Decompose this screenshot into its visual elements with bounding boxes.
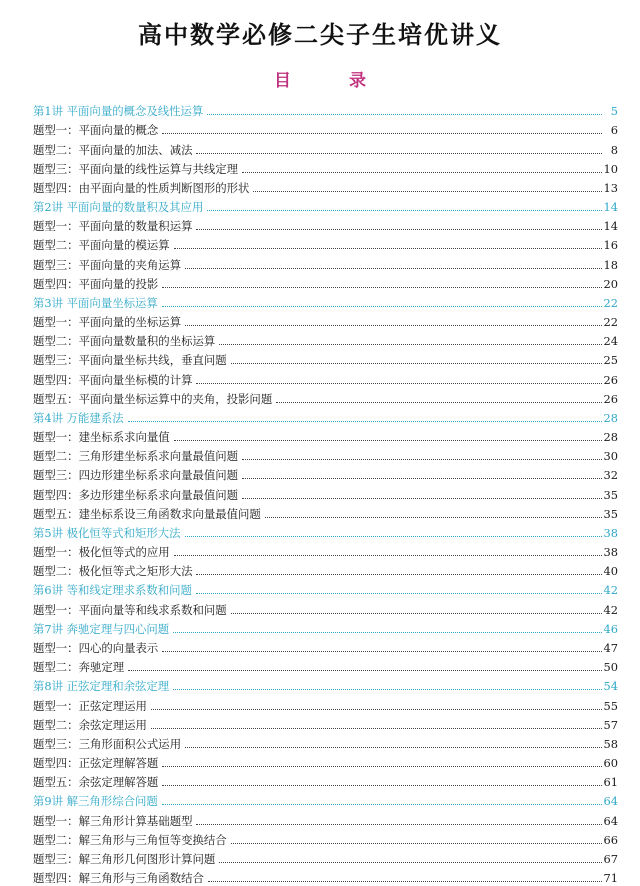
toc-topic-row[interactable] (33, 636, 618, 655)
page-number: 24 (603, 334, 618, 349)
topic-title: 题型四：平面向量坐标模的计算 (33, 372, 193, 387)
topic-title: 题型五：余弦定理解答题 (33, 775, 159, 790)
dot-leader (196, 153, 602, 154)
page-number: 13 (603, 180, 618, 195)
toc-topic-row[interactable] (33, 482, 618, 501)
toc-topic-row[interactable] (33, 559, 618, 578)
toc-topic-row[interactable] (33, 866, 618, 885)
toc-topic-row[interactable] (33, 233, 618, 252)
page-number: 35 (603, 506, 618, 521)
toc-chapter-row[interactable] (33, 99, 618, 118)
page-number: 38 (603, 525, 618, 540)
page-number: 54 (603, 679, 618, 694)
dot-leader (128, 670, 601, 671)
dot-leader (196, 824, 601, 825)
toc-topic-row[interactable] (33, 252, 618, 271)
page-number: 5 (610, 104, 618, 119)
page-number: 35 (603, 487, 618, 502)
toc-topic-row[interactable] (33, 597, 618, 616)
dot-leader (196, 574, 601, 575)
topic-title: 题型四：多边形建坐标系求向量最值问题 (33, 487, 239, 502)
dot-leader (196, 229, 601, 230)
topic-title: 题型一：解三角形计算基础题型 (33, 813, 193, 828)
dot-leader (242, 172, 601, 173)
page-number: 61 (603, 775, 618, 790)
topic-title: 题型一：建坐标系求向量值 (33, 430, 170, 445)
page-number: 14 (603, 219, 618, 234)
page-number: 64 (603, 794, 618, 809)
topic-title: 题型二：极化恒等式之矩形大法 (33, 564, 193, 579)
page-number: 67 (603, 851, 618, 866)
chapter-title: 第9讲 解三角形综合问题 (33, 794, 158, 809)
dot-leader (219, 344, 601, 345)
dot-leader (151, 709, 602, 710)
dot-leader (174, 248, 602, 249)
topic-title: 题型二：平面向量数量积的坐标运算 (33, 334, 216, 349)
dot-leader (265, 517, 602, 518)
page-number: 22 (603, 295, 618, 310)
page-number: 46 (603, 621, 618, 636)
toc-topic-row[interactable] (33, 828, 618, 847)
dot-leader (173, 689, 601, 690)
toc-topic-row[interactable] (33, 367, 618, 386)
topic-title: 题型一：平面向量的数量积运算 (33, 219, 193, 234)
page-number: 28 (603, 410, 618, 425)
dot-leader (128, 421, 602, 422)
page-number: 14 (603, 200, 618, 215)
toc-topic-row[interactable] (33, 808, 618, 827)
page-number: 32 (603, 468, 618, 483)
toc-chapter-row[interactable] (33, 578, 618, 597)
page-number: 8 (610, 142, 618, 157)
topic-title: 题型四：平面向量的投影 (33, 276, 159, 291)
page-number: 38 (603, 545, 618, 560)
dot-leader (276, 402, 601, 403)
topic-title: 题型二：解三角形与三角恒等变换结合 (33, 832, 227, 847)
topic-title: 题型一：极化恒等式的应用 (33, 545, 170, 560)
dot-leader (231, 613, 602, 614)
toc-topic-row[interactable] (33, 137, 618, 156)
chapter-title: 第8讲 正弦定理和余弦定理 (33, 679, 170, 694)
chapter-title: 第4讲 万能建系法 (33, 410, 124, 425)
dot-leader (185, 325, 601, 326)
toc-chapter-row[interactable] (33, 789, 618, 808)
topic-title: 题型五：平面向量坐标运算中的夹角，投影问题 (33, 391, 273, 406)
page-number: 42 (603, 602, 618, 617)
topic-title: 题型三：平面向量的夹角运算 (33, 257, 182, 272)
dot-leader (162, 651, 601, 652)
page-number: 25 (603, 353, 618, 368)
toc-topic-row[interactable] (33, 387, 618, 406)
document-title: 高中数学必修二尖子生培优讲义 (138, 20, 502, 49)
page-number: 18 (603, 257, 618, 272)
dot-leader (174, 555, 602, 556)
dot-leader (207, 210, 601, 211)
table-of-contents (33, 99, 618, 885)
page-number: 42 (603, 583, 618, 598)
toc-topic-row[interactable] (33, 348, 618, 367)
toc-topic-row[interactable] (33, 713, 618, 732)
page-number: 71 (603, 871, 618, 886)
topic-title: 题型一：平面向量的概念 (33, 123, 159, 138)
dot-leader (162, 766, 601, 767)
page-number: 47 (603, 640, 618, 655)
toc-topic-row[interactable] (33, 502, 618, 521)
dot-leader (242, 498, 601, 499)
dot-leader (242, 478, 601, 479)
page-number: 60 (603, 756, 618, 771)
toc-topic-row[interactable] (33, 847, 618, 866)
topic-title: 题型三：平面向量坐标共线，垂直问题 (33, 353, 227, 368)
dot-leader (196, 383, 601, 384)
page-number: 40 (603, 564, 618, 579)
dot-leader (253, 191, 601, 192)
toc-chapter-row[interactable] (33, 617, 618, 636)
topic-title: 题型一：正弦定理运用 (33, 698, 147, 713)
page-number: 28 (603, 430, 618, 445)
toc-topic-row[interactable] (33, 118, 618, 137)
toc-topic-row[interactable] (33, 693, 618, 712)
dot-leader (231, 363, 602, 364)
page-number: 57 (603, 717, 618, 732)
dot-leader (185, 747, 601, 748)
chapter-title: 第5讲 极化恒等式和矩形大法 (33, 525, 181, 540)
chapter-title: 第7讲 奔驰定理与四心问题 (33, 621, 170, 636)
dot-leader (162, 287, 601, 288)
toc-heading: 目 录 (274, 71, 392, 91)
chapter-title: 第2讲 平面向量的数量积及其应用 (33, 200, 204, 215)
toc-chapter-row[interactable] (33, 521, 618, 540)
toc-topic-row[interactable] (33, 214, 618, 233)
chapter-title: 第6讲 等和线定理求系数和问题 (33, 583, 192, 598)
topic-title: 题型一：平面向量等和线求系数和问题 (33, 602, 227, 617)
dot-leader (174, 440, 602, 441)
page-number: 66 (603, 832, 618, 847)
dot-leader (231, 843, 602, 844)
chapter-title: 第3讲 平面向量坐标运算 (33, 295, 158, 310)
dot-leader (162, 804, 602, 805)
page-number: 6 (610, 123, 618, 138)
topic-title: 题型四：正弦定理解答题 (33, 756, 159, 771)
topic-title: 题型四：解三角形与三角函数结合 (33, 871, 204, 886)
page-number: 64 (603, 813, 618, 828)
topic-title: 题型五：建坐标系设三角函数求向量最值问题 (33, 506, 261, 521)
page-number: 10 (603, 161, 618, 176)
page-number: 55 (603, 698, 618, 713)
toc-topic-row[interactable] (33, 732, 618, 751)
toc-topic-row[interactable] (33, 310, 618, 329)
topic-title: 题型二：余弦定理运用 (33, 717, 147, 732)
toc-topic-row[interactable] (33, 770, 618, 789)
toc-topic-row[interactable] (33, 463, 618, 482)
page-number: 50 (603, 660, 618, 675)
dot-leader (196, 593, 602, 594)
topic-title: 题型二：平面向量的加法、减法 (33, 142, 193, 157)
chapter-title: 第1讲 平面向量的概念及线性运算 (33, 104, 204, 119)
page-number: 16 (603, 238, 618, 253)
topic-title: 题型二：平面向量的模运算 (33, 238, 170, 253)
page-number: 22 (603, 315, 618, 330)
toc-chapter-row[interactable] (33, 195, 618, 214)
toc-topic-row[interactable] (33, 425, 618, 444)
toc-topic-row[interactable] (33, 751, 618, 770)
topic-title: 题型一：四心的向量表示 (33, 640, 159, 655)
toc-topic-row[interactable] (33, 272, 618, 291)
toc-topic-row[interactable] (33, 655, 618, 674)
topic-title: 题型三：平面向量的线性运算与共线定理 (33, 161, 239, 176)
dot-leader (219, 862, 601, 863)
topic-title: 题型三：三角形面积公式运用 (33, 736, 182, 751)
topic-title: 题型二：三角形建坐标系求向量最值问题 (33, 449, 239, 464)
dot-leader (162, 785, 601, 786)
page-number: 58 (603, 736, 618, 751)
page-number: 30 (603, 449, 618, 464)
dot-leader (185, 268, 601, 269)
toc-topic-row[interactable] (33, 176, 618, 195)
dot-leader (173, 632, 601, 633)
page-number: 26 (603, 372, 618, 387)
toc-topic-row[interactable] (33, 444, 618, 463)
dot-leader (242, 459, 601, 460)
dot-leader (151, 728, 602, 729)
topic-title: 题型三：解三角形几何图形计算问题 (33, 851, 216, 866)
dot-leader (162, 133, 602, 134)
dot-leader (207, 114, 602, 115)
dot-leader (185, 536, 602, 537)
toc-topic-row[interactable] (33, 329, 618, 348)
topic-title: 题型四：由平面向量的性质判断图形的形状 (33, 180, 250, 195)
toc-topic-row[interactable] (33, 540, 618, 559)
toc-chapter-row[interactable] (33, 406, 618, 425)
dot-leader (208, 881, 602, 882)
topic-title: 题型三：四边形建坐标系求向量最值问题 (33, 468, 239, 483)
dot-leader (162, 306, 602, 307)
toc-chapter-row[interactable] (33, 291, 618, 310)
page-number: 26 (603, 391, 618, 406)
topic-title: 题型二：奔驰定理 (33, 660, 125, 675)
toc-topic-row[interactable] (33, 157, 618, 176)
page-number: 20 (603, 276, 618, 291)
topic-title: 题型一：平面向量的坐标运算 (33, 315, 182, 330)
toc-chapter-row[interactable] (33, 674, 618, 693)
